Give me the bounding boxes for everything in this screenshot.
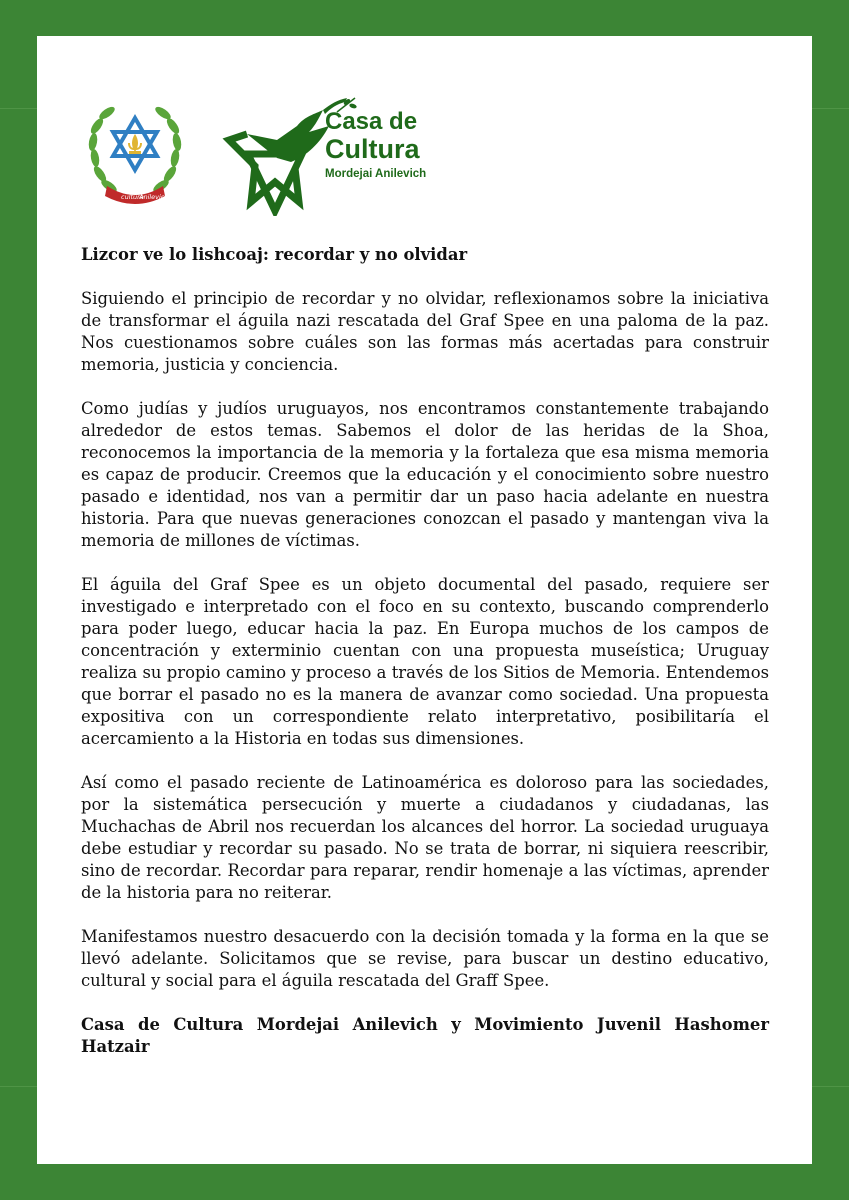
wordmark-line-1: Casa de bbox=[325, 108, 418, 135]
star-wreath-emblem-icon bbox=[81, 96, 189, 206]
letter-body bbox=[81, 244, 769, 1080]
ribbon-text-left: cultura bbox=[121, 193, 144, 201]
wreath-right bbox=[151, 105, 182, 195]
paragraph-1: Siguiendo el principio de recordar y no olvidar, reflexionamos sobre la iniciativa de transformar el águila nazi rescatada del Graf Spee en una paloma de la paz. Nos cuestionamos sobre cuáles son las formas más acertadas para construir memoria, justicia y conciencia. bbox=[81, 289, 769, 374]
paragraph-5: Manifestamos nuestro desacuerdo con la decisión tomada y la forma en la que se llevó adelante. Solicitamos que se revise, para buscar un destino educativo, cultural y social para el águila rescatada del Graff Spee. bbox=[81, 927, 769, 990]
signature: Casa de Cultura Mordejai Anilevich y Movimiento Juvenil Hashomer Hatzair bbox=[81, 1015, 769, 1056]
letter-page bbox=[37, 36, 812, 1164]
wreath-left bbox=[87, 105, 118, 195]
fleur-de-lis-icon bbox=[128, 134, 142, 154]
paragraph-4: Así como el pasado reciente de Latinoamérica es doloroso para las sociedades, por la sistemática persecución y muerte a ciudadanos y ciudadanas, las Muchachas de Abril nos recuerdan los alcances del horror. La sociedad uruguaya debe estudiar y recordar su pasado. No se trata de borrar, ni siquiera reescribir, sino de recordar. Recordar para reparar, rendir homenaje a las víctimas, aprender de la historia para no reiterar. bbox=[81, 773, 769, 902]
wordmark-line-3: Mordejai Anilevich bbox=[325, 168, 427, 180]
casa-de-cultura-wordmark bbox=[325, 110, 426, 181]
ribbon-text-right: Anilevich bbox=[139, 193, 169, 201]
wordmark-line-2: Cultura bbox=[325, 134, 420, 164]
paragraph-3: El águila del Graf Spee es un objeto documental del pasado, requiere ser investigado e interpretado con el foco en su contexto, buscando comprenderlo para poder luego, educar hacia la paz. En Europa muchos de los campos de concentración y exterminio cuentan con una propuesta museística; Uruguay realiza su propio camino y proceso a través de los Sitios de Memoria. Entendemos que borrar el pasado no es la manera de avanzar como sociedad. Una propuesta expositiva con un correspondiente relato interpretativo, posibilitaría el acercamiento a la Historia en todas sus dimensiones. bbox=[81, 575, 769, 748]
paragraph-2: Como judías y judíos uruguayos, nos encontramos constantemente trabajando alrededor de estos temas. Sabemos el dolor de las heridas de la Shoa, reconocemos la importancia de la memoria y la fortaleza que esa misma memoria es capaz de producir. Creemos que la educación y el conocimiento sobre nuestro pasado e identidad, nos van a permitir dar un paso hacia adelante en nuestra historia. Para que nuevas generaciones conozcan el pasado y mantengan viva la memoria de millones de víctimas. bbox=[81, 399, 769, 550]
letter-title: Lizcor ve lo lishcoaj: recordar y no olvidar bbox=[81, 245, 468, 264]
